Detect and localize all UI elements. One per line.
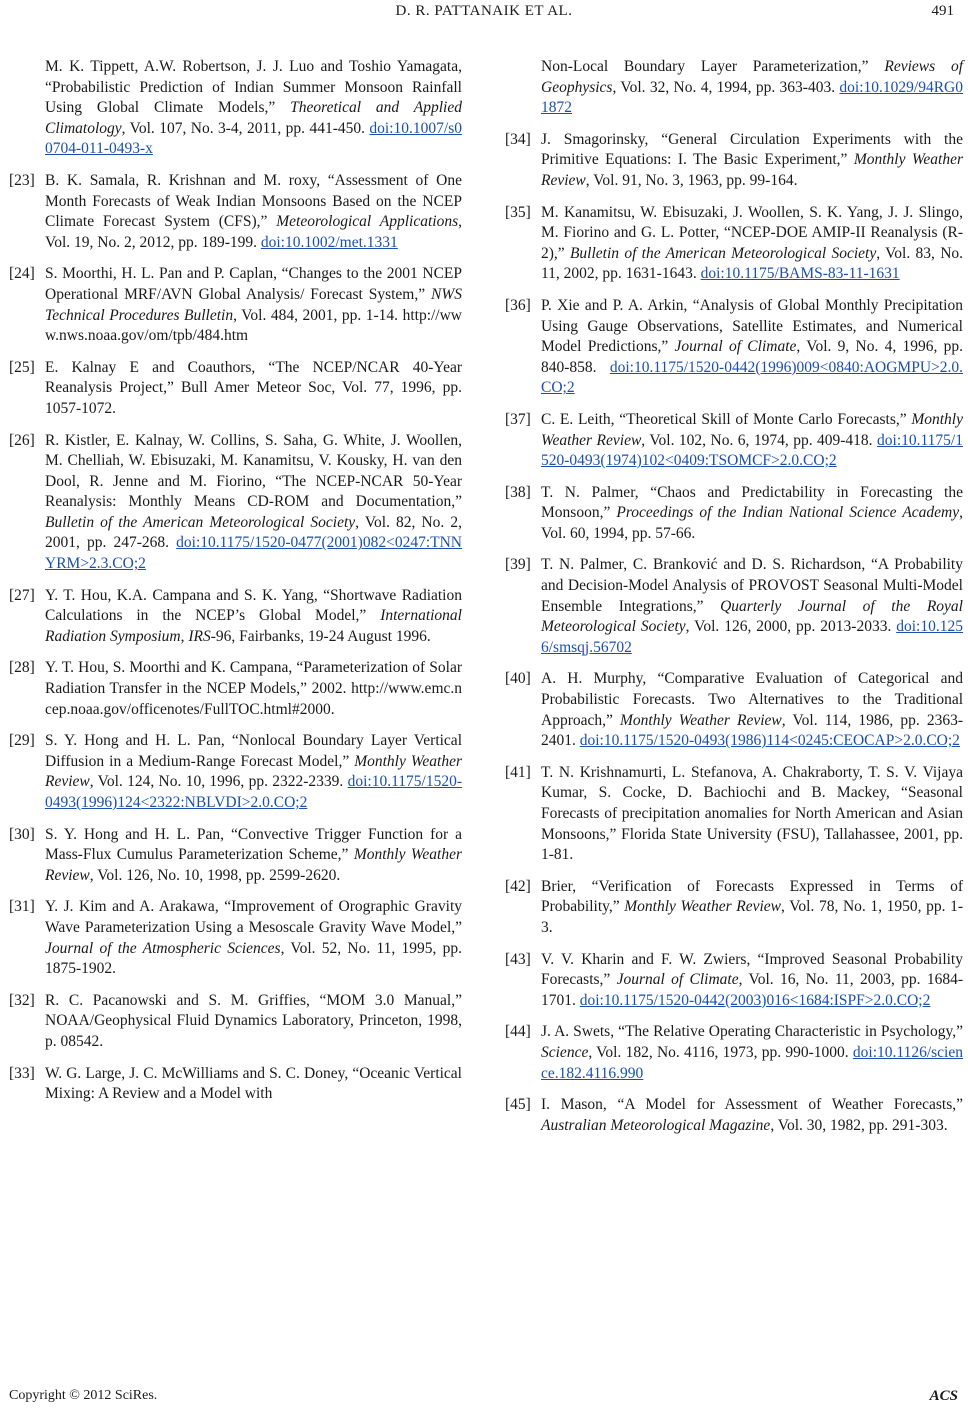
reference-source-title: Journal of Climate [616, 971, 739, 989]
reference-entry [9, 731, 462, 813]
reference-text [45, 825, 462, 887]
reference-text-segment: T. N. Palmer, “Chaos and Predictability in Forecasting the Monsoon,” [541, 483, 963, 522]
doi-link[interactable]: doi:10.1175/1520-0442(2003)016<1684:ISPF>2.0.CO;2 [579, 991, 931, 1009]
footer-copyright: Copyright © 2012 SciRes. [9, 1388, 158, 1403]
reference-text [541, 1095, 963, 1136]
reference-number: [38] [505, 483, 531, 501]
reference-text-segment: A. H. Murphy, “Comparative Evaluation of Categorical and Probabilistic Forecasts. Two Alternatives to the Traditional Approach,” [541, 670, 963, 729]
reference-text-segment: E. Kalnay E and Coauthors, “The NCEP/NCAR 40-Year Reanalysis Project,” Bull Amer Meteor Soc, Vol. 77, 1996, pp. 1057-1072. [45, 358, 462, 417]
doi-link[interactable]: doi:10.1029/94RG01872 [541, 78, 963, 117]
reference-entry [505, 950, 963, 1012]
reference-text-segment: C. E. Leith, “Theoretical Skill of Monte Carlo Forecasts,” [541, 410, 912, 428]
reference-text [45, 171, 462, 253]
reference-number: [30] [9, 825, 35, 843]
reference-entry [505, 877, 963, 939]
reference-number: [31] [9, 898, 35, 916]
reference-text [45, 991, 462, 1053]
reference-entry [9, 897, 462, 979]
reference-text [45, 358, 462, 420]
reference-text-segment: S. Y. Hong and H. L. Pan, “Convective Trigger Function for a Mass-Flux Cumulus Parameterization Scheme,” [45, 825, 462, 864]
reference-text-segment: , Vol. 16, No. 11, 2003, pp. 1684-1701. [541, 971, 963, 1009]
reference-text-segment: , Vol. 126, 2000, pp. 2013-2033. [685, 618, 897, 636]
reference-number: [32] [9, 991, 35, 1009]
reference-source-title: Quarterly Journal of the Royal Meteorological Society [541, 597, 963, 636]
reference-text-segment: T. N. Krishnamurti, L. Stefanova, A. Chakraborty, T. S. V. Vijaya Kumar, S. Cocke, D. Bachiochi and B. Mackey, “Seasonal Forecasts of precipitation anomalies for North American and Asian Monsoons,” Florida State University (FSU), Tallahassee, 2001, pp. 1-81. [541, 763, 963, 864]
reference-text-segment: , Vol. 82, No. 2, 2001, pp. 247-268. [45, 513, 462, 552]
reference-text [45, 57, 462, 160]
reference-text-segment: , Vol. 182, No. 4116, 1973, pp. 990-1000. [588, 1043, 853, 1061]
reference-entry [505, 763, 963, 866]
doi-link[interactable]: doi:10.1126/science.182.4116.990 [541, 1043, 963, 1082]
reference-text [541, 555, 963, 658]
reference-text [541, 410, 963, 472]
reference-source-title: Science [541, 1043, 589, 1061]
reference-entry [9, 1064, 462, 1105]
reference-source-title: Monthly Weather Review [541, 151, 963, 189]
reference-number: [34] [505, 130, 531, 148]
reference-text-segment: , Vol. 9, No. 4, 1996, pp. 840-858. [541, 338, 964, 376]
reference-text [541, 950, 963, 1012]
reference-number: [43] [505, 950, 531, 968]
reference-source-title: Monthly Weather Review [620, 711, 782, 729]
reference-text-segment: , Vol. 107, No. 3-4, 2011, pp. 441-450. [121, 119, 370, 137]
reference-text-segment: B. K. Samala, R. Krishnan and M. roxy, “Assessment of One Month Forecasts of Weak Indian Monsoons Based on the NCEP Climate Forecast System (CFS),” [45, 171, 462, 231]
reference-number: [39] [505, 556, 531, 574]
reference-source-title: Reviews of Geophysics [541, 58, 963, 96]
reference-url: http://www.nws.noaa.gov/om/tpb/484.htm [45, 306, 462, 345]
reference-text-segment: W. G. Large, J. C. McWilliams and S. C. Doney, “Oceanic Vertical Mixing: A Review and a Model with [45, 1064, 462, 1103]
reference-text-segment: Non-Local Boundary Layer Parameterization,” [541, 58, 885, 75]
reference-source-title: Monthly Weather Review [541, 410, 963, 449]
reference-source-title: Monthly Weather Review [624, 898, 781, 916]
reference-entry [9, 57, 462, 160]
reference-source-title: Monthly Weather Review [45, 846, 462, 884]
reference-text [45, 897, 462, 979]
reference-entry [9, 658, 462, 720]
reference-text-segment: , Vol. 124, No. 10, 1996, pp. 2322-2339. [89, 773, 348, 791]
reference-entry [9, 431, 462, 575]
doi-link[interactable]: doi:10.1002/met.1331 [260, 233, 398, 251]
reference-text-segment: V. V. Kharin and F. W. Zwiers, “Improved Seasonal Probability Forecasts,” [541, 950, 963, 989]
reference-entry [505, 483, 963, 545]
page-number: 491 [931, 3, 954, 19]
reference-number: [26] [9, 431, 35, 449]
reference-text-segment: P. Xie and P. A. Arkin, “Analysis of Global Monthly Precipitation Using Gauge Observations, Satellite Estimates, and Numerical Model Predictions,” [541, 296, 963, 356]
reference-text-segment: J. A. Swets, “The Relative Operating Characteristic in Psychology,” [541, 1023, 963, 1041]
reference-text [541, 130, 963, 192]
reference-source-title: Australian Meteorological Magazine [541, 1116, 771, 1134]
reference-entry [9, 264, 462, 346]
reference-entry [505, 1095, 963, 1136]
reference-text-segment: , Vol. 102, No. 6, 1974, pp. 409-418. [641, 431, 878, 449]
reference-number: [29] [9, 732, 35, 750]
reference-entry [9, 825, 462, 887]
reference-text-segment: , Vol. 91, No. 3, 1963, pp. 99-164. [585, 171, 798, 189]
reference-text-segment: Y. T. Hou, S. Moorthi and K. Campana, “Parameterization of Solar Radiation Transfer in the NCEP Models,” 2002. [45, 659, 462, 698]
reference-text-segment: , Vol. 126, No. 10, 1998, pp. 2599-2620. [89, 866, 341, 884]
reference-number: [42] [505, 877, 531, 895]
footer-journal-abbrev: ACS [929, 1388, 958, 1404]
reference-source-title: Monthly Weather Review [45, 752, 462, 791]
reference-source-title: Journal of the Atmospheric Sciences [45, 939, 281, 957]
reference-text-segment: , Vol. 52, No. 11, 1995, pp. 1875-1902. [45, 939, 462, 978]
doi-link[interactable]: doi:10.1175/BAMS-83-11-1631 [700, 265, 900, 283]
reference-text-segment: S. Moorthi, H. L. Pan and P. Caplan, “Changes to the 2001 NCEP Operational MRF/AVN Global Analysis/ Forecast System,” [45, 265, 462, 303]
reference-source-title: Journal of Climate [674, 338, 797, 356]
reference-number: [44] [505, 1023, 531, 1041]
reference-source-title: Theoretical and Applied Climatology [45, 99, 462, 137]
reference-text-segment: , [180, 627, 189, 645]
reference-text-segment: , Vol. 78, No. 1, 1950, pp. 1-3. [541, 898, 964, 936]
reference-text-segment: , Vol. 83, No. 11, 2002, pp. 1631-1643. [541, 244, 964, 283]
reference-text-segment: Brier, “Verification of Forecasts Expressed in Terms of Probability,” [541, 877, 963, 916]
reference-text-segment: , Vol. 484, 2001, pp. 1-14. [233, 306, 403, 324]
reference-text-segment: R. Kistler, E. Kalnay, W. Collins, S. Saha, G. White, J. Woollen, M. Chelliah, W. Ebisuzaki, M. Kanamitsu, V. Kousky, H. van den Dool, R. Jenne and M. Fiorino, “The NCEP-NCAR 50-Year Reanalysis: Monthly Means CD-ROM and Documentation,” [45, 431, 462, 511]
reference-text-segment: M. K. Tippett, A.W. Robertson, J. J. Luo and Toshio Yamagata, “Probabilistic Prediction of Indian Summer Monsoon Rainfall Using Global Climate Models,” [45, 58, 462, 117]
reference-entry [505, 130, 963, 192]
reference-text-segment: , Vol. 114, 1986, pp. 2363-2401. [541, 711, 964, 750]
reference-text [541, 296, 963, 399]
reference-text [541, 57, 963, 119]
reference-text-segment: , Vol. 60, 1994, pp. 57-66. [541, 504, 963, 542]
reference-entry [505, 410, 963, 472]
reference-text [45, 586, 462, 648]
running-header-authors: D. R. PATTANAIK ET AL. [395, 3, 573, 19]
reference-text-segment: Y. J. Kim and A. Arakawa, “Improvement of Orographic Gravity Wave Parameterization Using a Mesoscale Gravity Wave Model,” [45, 898, 462, 936]
reference-text-segment: S. Y. Hong and H. L. Pan, “Nonlocal Boundary Layer Vertical Diffusion in a Medium-Range Forecast Model,” [45, 732, 462, 770]
reference-source-title: Meteorological Applications [276, 213, 459, 231]
reference-text-segment: , Vol. 19, No. 2, 2012, pp. 189-199. [45, 213, 463, 251]
reference-number: [41] [505, 763, 531, 781]
reference-text-segment: , Vol. 32, No. 4, 1994, pp. 363-403. [612, 78, 840, 96]
reference-number: [28] [9, 659, 35, 677]
reference-text [45, 1064, 462, 1105]
reference-text [45, 431, 462, 575]
reference-text-segment: R. C. Pacanowski and S. M. Griffies, “MOM 3.0 Manual,” NOAA/Geophysical Fluid Dynamics Laboratory, Princeton, 1998, p. 08542. [45, 991, 462, 1050]
reference-text-segment: -96, Fairbanks, 19-24 August 1996. [210, 627, 431, 645]
doi-link[interactable]: doi:10.1175/1520-0493(1974)102<0409:TSOMCF>2.0.CO;2 [541, 431, 963, 470]
reference-source-title: Bulletin of the American Meteorological Society [569, 244, 877, 262]
reference-entry [9, 171, 462, 253]
reference-number: [27] [9, 586, 35, 604]
reference-text [45, 731, 462, 813]
reference-entry [9, 358, 462, 420]
doi-link[interactable]: doi:10.1175/1520-0493(1986)114<0245:CEOCAP>2.0.CO;2 [579, 732, 960, 750]
reference-number: [37] [505, 410, 531, 428]
reference-text [45, 264, 462, 346]
reference-entry [505, 1022, 963, 1084]
reference-source-title: Bulletin of the American Meteorological Society [45, 513, 356, 531]
reference-text-segment: Y. T. Hou, K.A. Campana and S. K. Yang, “Shortwave Radiation Calculations in the NCEP’s Global Model,” [45, 586, 462, 625]
reference-entry [9, 586, 462, 648]
reference-source-title: NWS Technical Procedures Bulletin [45, 285, 462, 324]
doi-link[interactable]: doi:10.1175/1520-0493(1996)124<2322:NBLVDI>2.0.CO;2 [45, 773, 462, 811]
doi-link[interactable]: doi:10.1175/1520-0442(1996)009<0840:AOGMPU>2.0.CO;2 [541, 358, 963, 397]
reference-number: [35] [505, 203, 531, 221]
reference-text [45, 658, 462, 720]
reference-number: [23] [9, 171, 35, 189]
reference-number: [24] [9, 265, 35, 283]
reference-text-segment: I. Mason, “A Model for Assessment of Weather Forecasts,” [541, 1096, 963, 1114]
reference-number: [36] [505, 296, 531, 314]
reference-entry [505, 57, 963, 119]
reference-number: [25] [9, 358, 35, 376]
reference-source-title: Proceedings of the Indian National Science Academy [616, 504, 960, 522]
reference-entry [9, 991, 462, 1053]
reference-text [541, 877, 963, 939]
reference-number: [33] [9, 1064, 35, 1082]
reference-text [541, 1022, 963, 1084]
reference-text [541, 763, 963, 866]
reference-source-title: International Radiation Symposium [45, 607, 462, 645]
doi-link[interactable]: doi:10.1175/1520-0477(2001)082<0247:TNNYRM>2.3.CO;2 [45, 534, 462, 573]
reference-text [541, 669, 963, 751]
reference-source-title: IRS [188, 627, 211, 645]
references-right-column [505, 57, 963, 1147]
reference-entry [505, 203, 963, 285]
doi-link[interactable]: doi:10.1256/smsqj.56702 [541, 618, 963, 656]
reference-text [541, 483, 963, 545]
reference-entry [505, 296, 963, 399]
reference-entry [505, 669, 963, 751]
reference-entry [505, 555, 963, 658]
references-left-column [9, 57, 462, 1116]
reference-text-segment: J. Smagorinsky, “General Circulation Experiments with the Primitive Equations: I. The Basic Experiment,” [541, 130, 963, 169]
reference-text-segment: T. N. Palmer, C. Branković and D. S. Richardson, “A Probability and Decision-Model Analysis of PROVOST Seasonal Multi-Model Ensemble Integrations,” [541, 556, 963, 615]
reference-text-segment: , Vol. 30, 1982, pp. 291-303. [770, 1116, 948, 1134]
reference-number: [40] [505, 670, 531, 688]
doi-link[interactable]: doi:10.1007/s00704-011-0493-x [45, 119, 462, 158]
reference-url: http://www.emc.ncep.noaa.gov/officenotes/FullTOC.html#2000. [45, 680, 462, 718]
reference-text [541, 203, 963, 285]
reference-number: [45] [505, 1096, 531, 1114]
reference-text-segment: M. Kanamitsu, W. Ebisuzaki, J. Woollen, S. K. Yang, J. J. Slingo, M. Fiorino and G. L. Potter, “NCEP-DOE AMIP-II Reanalysis (R-2),” [541, 203, 963, 262]
